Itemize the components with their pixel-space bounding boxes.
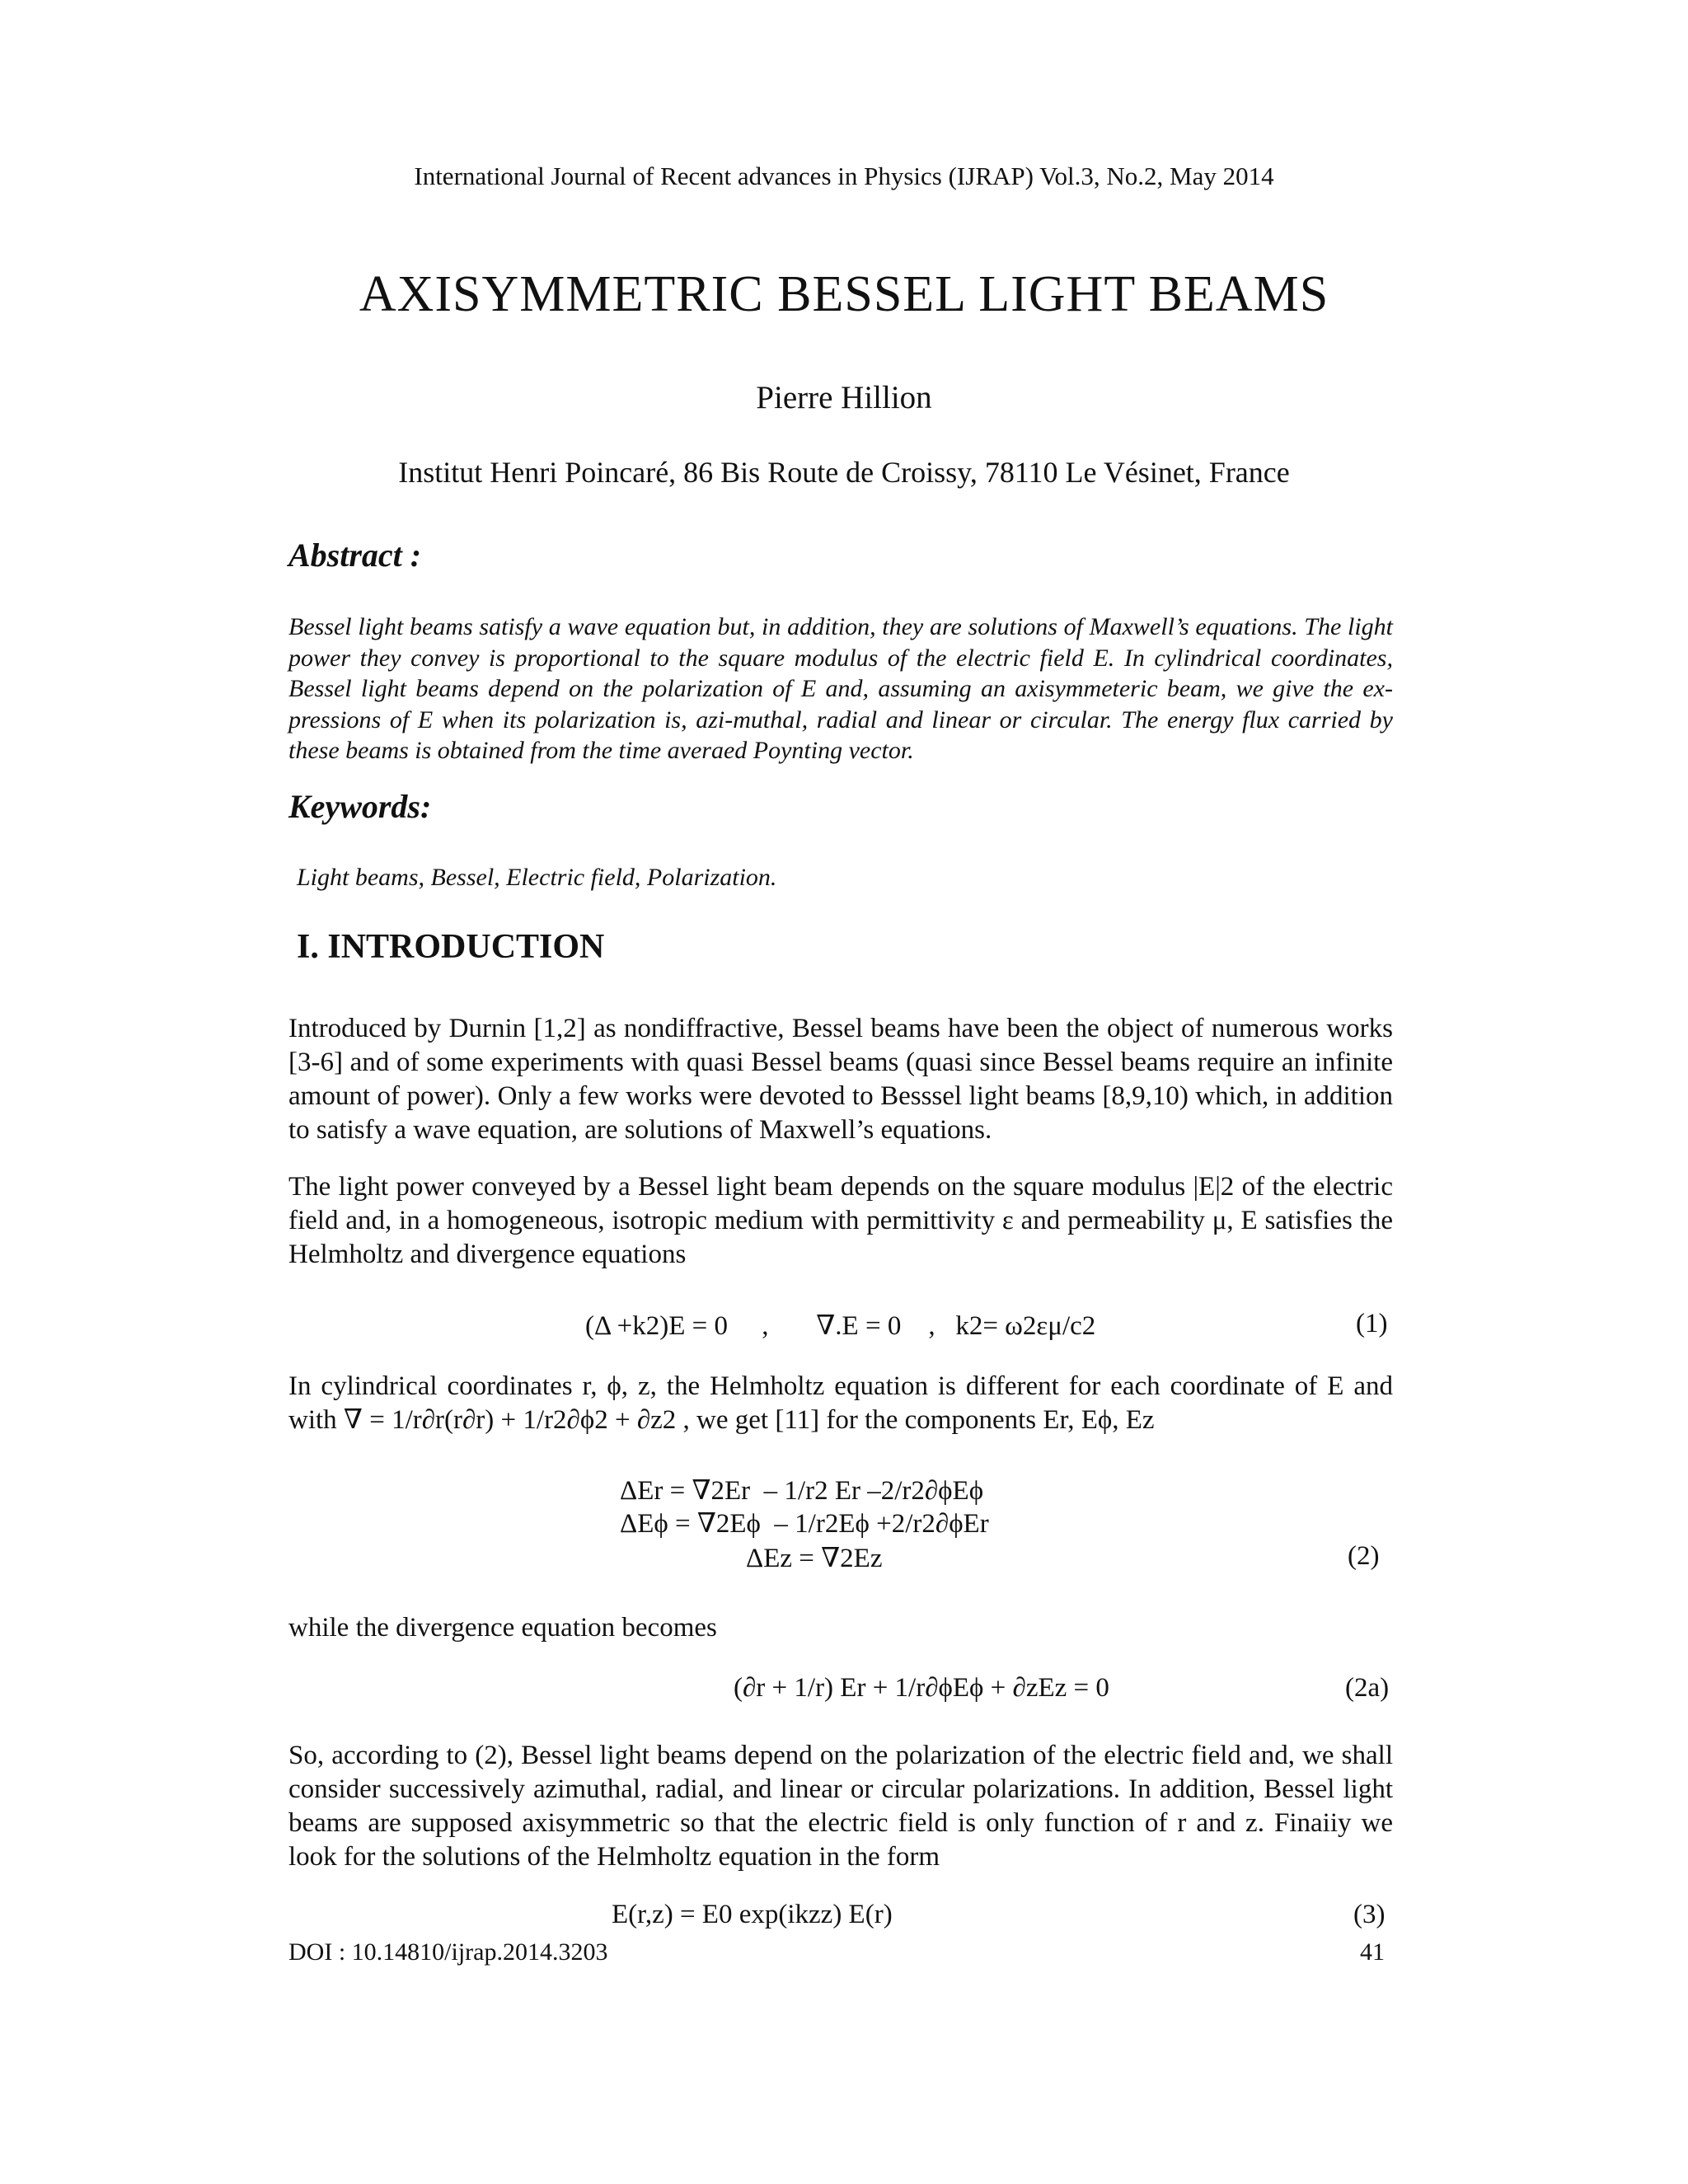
introduction-heading: I. INTRODUCTION <box>297 928 605 966</box>
doi-footer: DOI : 10.14810/ijrap.2014.3203 <box>288 1938 608 1966</box>
intro-paragraph-1: Introduced by Durnin [1,2] as nondiffractive, Bessel beams have been the object of numerous works [3-6] and of some experiments with quasi Bessel beams (quasi since Bessel beams require an infinite amount of power). Only a few works were devoted to Besssel light beams [8,9,10) which, in addition to satisfy a wave equation, are solutions of Maxwell’s equations. <box>288 1014 1393 1145</box>
intro-paragraph-3: In cylindrical coordinates r, ϕ, z, the Helmholtz equation is different for each coordinate of E and with ∇ = 1/r∂r(r∂r) + 1/r2∂ϕ2 + ∂z2 , we get [11] for the components Er, Eϕ, Ez <box>288 1371 1393 1435</box>
abstract-heading: Abstract : <box>288 537 422 574</box>
equation-3-number: (3) <box>1353 1900 1386 1929</box>
author-name: Pierre Hillion <box>756 380 932 415</box>
paper-title <box>0 265 1688 324</box>
equation-2-line-3: ΔEz = ∇2Ez <box>746 1544 883 1573</box>
paper-title-text: AXISYMMETRIC BESSEL LIGHT BEAMS <box>359 266 1329 322</box>
keywords-heading: Keywords: <box>288 788 432 825</box>
equation-2-line-2: ΔEϕ = ∇2Eϕ – 1/r2Eϕ +2/r2∂ϕEr <box>620 1509 989 1539</box>
intro-paragraph-5: So, according to (2), Bessel light beams depend on the polarization of the electric field and, we shall consider successively azimuthal, radial, and linear or circular polarizations. In addition, Bessel light beams are supposed axisymmetric so that the electric field is only function of r and z. Finaiiy we look for the solutions of the Helmholtz equation in the form <box>288 1741 1393 1872</box>
equation-2a-number: (2a) <box>1345 1673 1390 1703</box>
equation-3: E(r,z) = E0 exp(ikzz) E(r) <box>612 1900 893 1929</box>
intro-paragraph-2: The light power conveyed by a Bessel light beam depends on the square modulus |E|2 of the electric field and, in a homogeneous, isotropic medium with permittivity ε and permeability μ, E satisfies the Helmholtz and divergence equations <box>288 1172 1393 1269</box>
equation-2a: (∂r + 1/r) Er + 1/r∂ϕEϕ + ∂zEz = 0 <box>734 1673 1109 1703</box>
equation-2-line-1: ΔEr = ∇2Er – 1/r2 Er –2/r2∂ϕEϕ <box>620 1476 984 1506</box>
equation-2-number: (2) <box>1348 1541 1380 1571</box>
author-affiliation: Institut Henri Poincaré, 86 Bis Route de Croissy, 78110 Le Vésinet, France <box>398 456 1290 489</box>
abstract-text: Bessel light beams satisfy a wave equation but, in addition, they are solutions of Maxwell’s equations. The light power they convey is proportional to the square modulus of the electric field E. In cylindrical coordinates, Bessel light beams depend on the polarization of E and, assuming an axisymmeteric beam, we give the ex-pressions of E when its polarization is, azi-muthal, radial and linear or circular. The energy flux carried by these beams is obtained from the time averaed Poynting vector. <box>288 613 1393 764</box>
journal-header: International Journal of Recent advances in Physics (IJRAP) Vol.3, No.2, May 2014 <box>414 162 1274 190</box>
equation-1-number: (1) <box>1356 1309 1388 1338</box>
page-number: 41 <box>1360 1938 1385 1966</box>
keywords-text: Light beams, Bessel, Electric field, Polarization. <box>297 864 777 891</box>
equation-1: (Δ +k2)E = 0 , ∇.E = 0 , k2= ω2εμ/c2 <box>585 1311 1096 1341</box>
intro-paragraph-4: while the divergence equation becomes <box>288 1613 717 1643</box>
